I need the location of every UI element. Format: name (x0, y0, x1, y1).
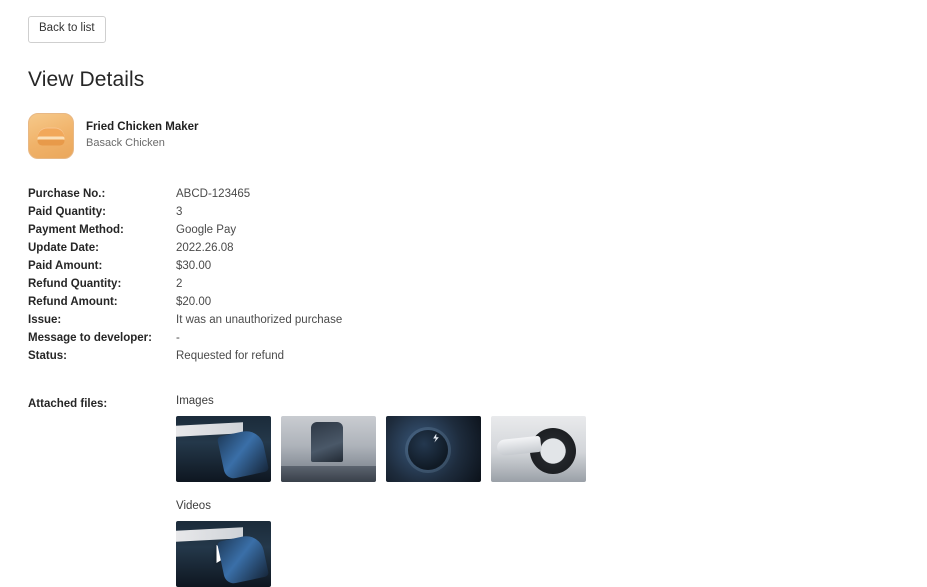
detail-label: Message to developer: (28, 331, 152, 344)
detail-value: 2022.26.08 (176, 241, 234, 254)
app-summary (28, 113, 899, 159)
burger-bottom-bun (38, 139, 65, 145)
image-thumbnail[interactable] (386, 416, 481, 482)
attached-files-body (176, 395, 899, 587)
detail-label: Status: (28, 349, 67, 362)
detail-row (28, 221, 899, 239)
image-thumbnail-list (176, 416, 899, 482)
detail-row (28, 185, 899, 203)
video-thumbnail-list (176, 521, 899, 587)
back-to-list-button[interactable]: Back to list (28, 16, 106, 43)
detail-row (28, 347, 899, 365)
detail-value: - (176, 331, 180, 344)
attached-files-label: Attached files: (28, 397, 108, 410)
detail-label: Update Date: (28, 241, 99, 254)
detail-row (28, 203, 899, 221)
app-name: Fried Chicken Maker (86, 120, 199, 133)
fried-chicken-burger-icon (28, 113, 74, 159)
spark-highlight (432, 434, 440, 443)
detail-value: $20.00 (176, 295, 212, 308)
detail-row (28, 329, 899, 347)
video-thumbnail[interactable] (176, 521, 271, 587)
app-text-block (86, 120, 198, 151)
burger-glyph (38, 127, 65, 144)
detail-row (28, 239, 899, 257)
status-badge: Requested for refund (176, 349, 285, 362)
image-thumbnail[interactable] (176, 416, 271, 482)
detail-label: Refund Quantity: (28, 277, 122, 290)
app-developer: Basack Chicken (86, 137, 165, 150)
detail-value: ABCD-123465 (176, 187, 251, 200)
attached-files-section (28, 395, 899, 587)
detail-value: Google Pay (176, 223, 237, 236)
detail-label: Purchase No.: (28, 187, 106, 200)
detail-row (28, 311, 899, 329)
detail-label: Refund Amount: (28, 295, 118, 308)
detail-value: 3 (176, 205, 183, 218)
page-title: View Details (28, 67, 145, 91)
videos-block (176, 500, 899, 587)
detail-row (28, 257, 899, 275)
detail-value: It was an unauthorized purchase (176, 313, 343, 326)
detail-row (28, 275, 899, 293)
detail-label: Paid Amount: (28, 259, 103, 272)
videos-heading: Videos (176, 499, 211, 512)
detail-value: $30.00 (176, 259, 212, 272)
detail-label: Issue: (28, 313, 62, 326)
details-table (28, 185, 899, 365)
image-thumbnail[interactable] (491, 416, 586, 482)
images-heading: Images (176, 394, 214, 407)
play-icon[interactable] (216, 545, 231, 563)
detail-value: 2 (176, 277, 183, 290)
image-thumbnail[interactable] (281, 416, 376, 482)
detail-label: Paid Quantity: (28, 205, 106, 218)
detail-row (28, 293, 899, 311)
detail-label: Payment Method: (28, 223, 124, 236)
